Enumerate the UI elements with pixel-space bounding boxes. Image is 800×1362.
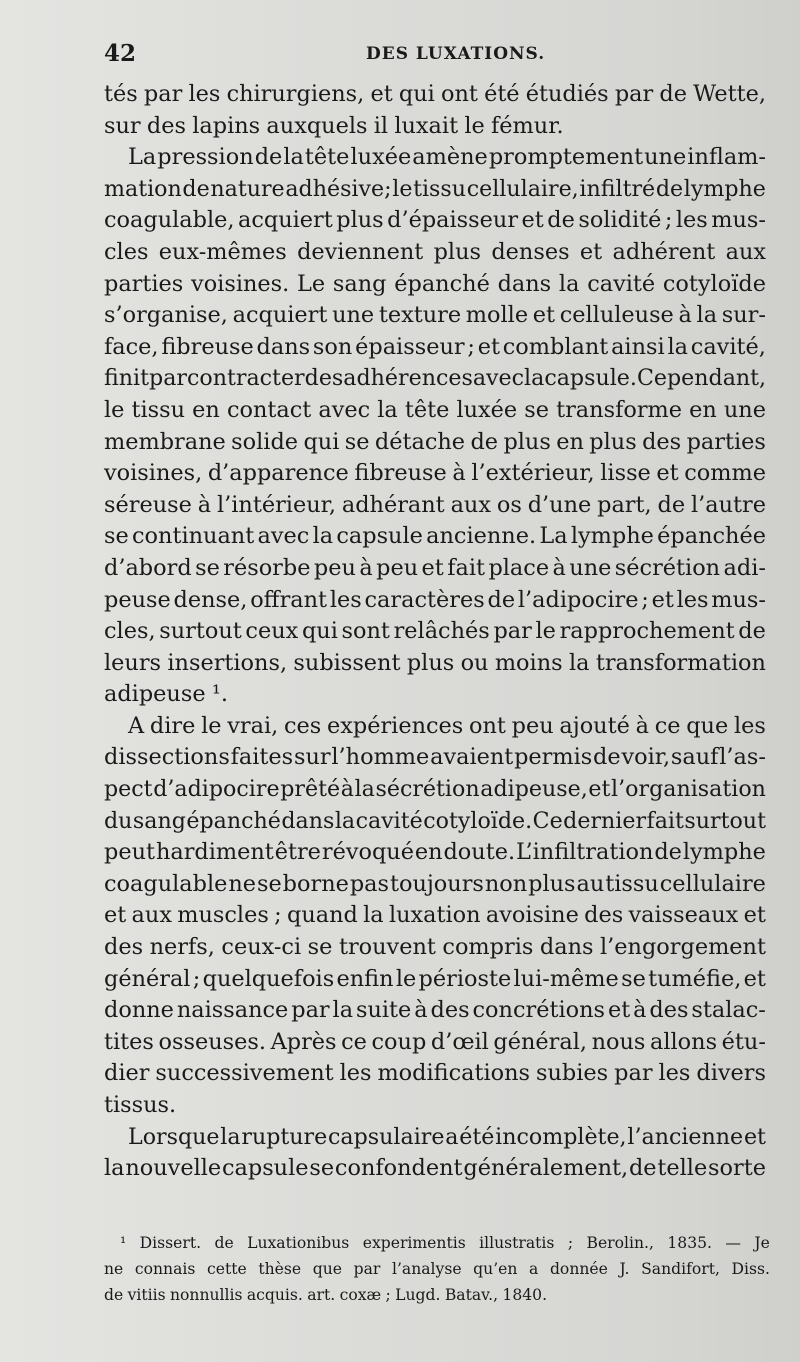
text-line: d’abord se résorbe peu à peu et fait place à une sécrétion adi- [104,554,766,581]
body-text [104,79,766,1185]
page-header [104,40,766,70]
text-line: le tissu en contact avec la tête luxée se transforme en une [104,396,766,423]
text-line: et aux muscles ; quand la luxation avoisine des vaisseaux et [104,902,766,929]
footnote-line: ¹ Dissert. de Luxationibus experimentis illustratis ; Berolin., 1835. — Je [120,1234,770,1252]
text-line: membrane solide qui se détache de plus en plus des parties [104,428,766,455]
text-line: la nouvelle capsule se confondent généralement, de telle sorte [104,1155,766,1182]
text-line: s’organise, acquiert une texture molle et celluleuse à la sur- [104,302,766,329]
page-number: 42 [104,40,137,67]
text-line: parties voisines. Le sang épanché dans la cavité cotyloïde [104,270,766,297]
text-line: se continuant avec la capsule ancienne. La lymphe épanchée [104,523,766,550]
footnotes [104,1230,770,1308]
text-line: du sang épanché dans la cavité cotyloïde. Ce dernier fait surtout [104,807,766,834]
footnote-line: de vitiis nonnullis acquis. art. coxæ ; Lugd. Batav., 1840. [104,1286,548,1304]
running-head: DES LUXATIONS. [366,44,546,64]
text-line: des nerfs, ceux-ci se trouvent compris dans l’engorgement [104,934,766,961]
text-line: Lorsque la rupture capsulaire a été incomplète, l’ancienne et [128,1123,766,1150]
text-line: mation de nature adhésive; le tissu cellulaire, infiltré de lymphe [104,175,766,202]
text-line: peuse dense, offrant les caractères de l’adipocire ; et les mus- [104,586,766,613]
text-line: donne naissance par la suite à des concrétions et à des stalac- [104,997,766,1024]
text-line: sur des lapins auxquels il luxait le fémur. [104,112,564,139]
text-line: séreuse à l’intérieur, adhérant aux os d’une part, de l’autre [104,491,766,518]
text-line: dissections faites sur l’homme avaient permis de voir, sauf l’as- [104,744,766,771]
text-line: pect d’adipocire prêté à la sécrétion adipeuse, et l’organisation [104,776,766,803]
text-line: tissus. [104,1092,177,1118]
text-line: cles eux-mêmes deviennent plus denses et adhérent aux [104,238,766,265]
text-line: adipeuse ¹. [104,681,228,708]
text-line: voisines, d’apparence fibreuse à l’extérieur, lisse et comme [104,460,766,487]
text-line: tites osseuses. Après ce coup d’œil général, nous allons étu- [104,1028,766,1055]
text-line: face, fibreuse dans son épaisseur ; et comblant ainsi la cavité, [104,333,766,360]
footnote-line: ne connais cette thèse que par l’analyse qu’en a donnée J. Sandifort, Diss. [104,1260,770,1278]
text-line: leurs insertions, subissent plus ou moins la transformation [104,649,766,676]
text-line: finit par contracter des adhérences avec la capsule. Cependant, [104,365,767,392]
text-line: coagulable ne se borne pas toujours non plus au tissu cellulaire [104,870,766,897]
text-line: général ; quelquefois enfin le périoste lui-même se tuméfie, et [104,965,766,992]
text-line: dier successivement les modifications subies par les divers [104,1060,766,1087]
text-line: cles, surtout ceux qui sont relâchés par le rapprochement de [104,618,766,645]
text-line: coagulable, acquiert plus d’épaisseur et de solidité ; les mus- [104,207,766,234]
text-line: tés par les chirurgiens, et qui ont été étudiés par de Wette, [104,81,766,107]
text-line: peut hardiment être révoqué en doute. L’infiltration de lymphe [104,839,766,866]
text-line: La pression de la tête luxée amène promptement une inflam- [128,144,766,171]
text-line: A dire le vrai, ces expériences ont peu ajouté à ce que les [128,712,766,739]
